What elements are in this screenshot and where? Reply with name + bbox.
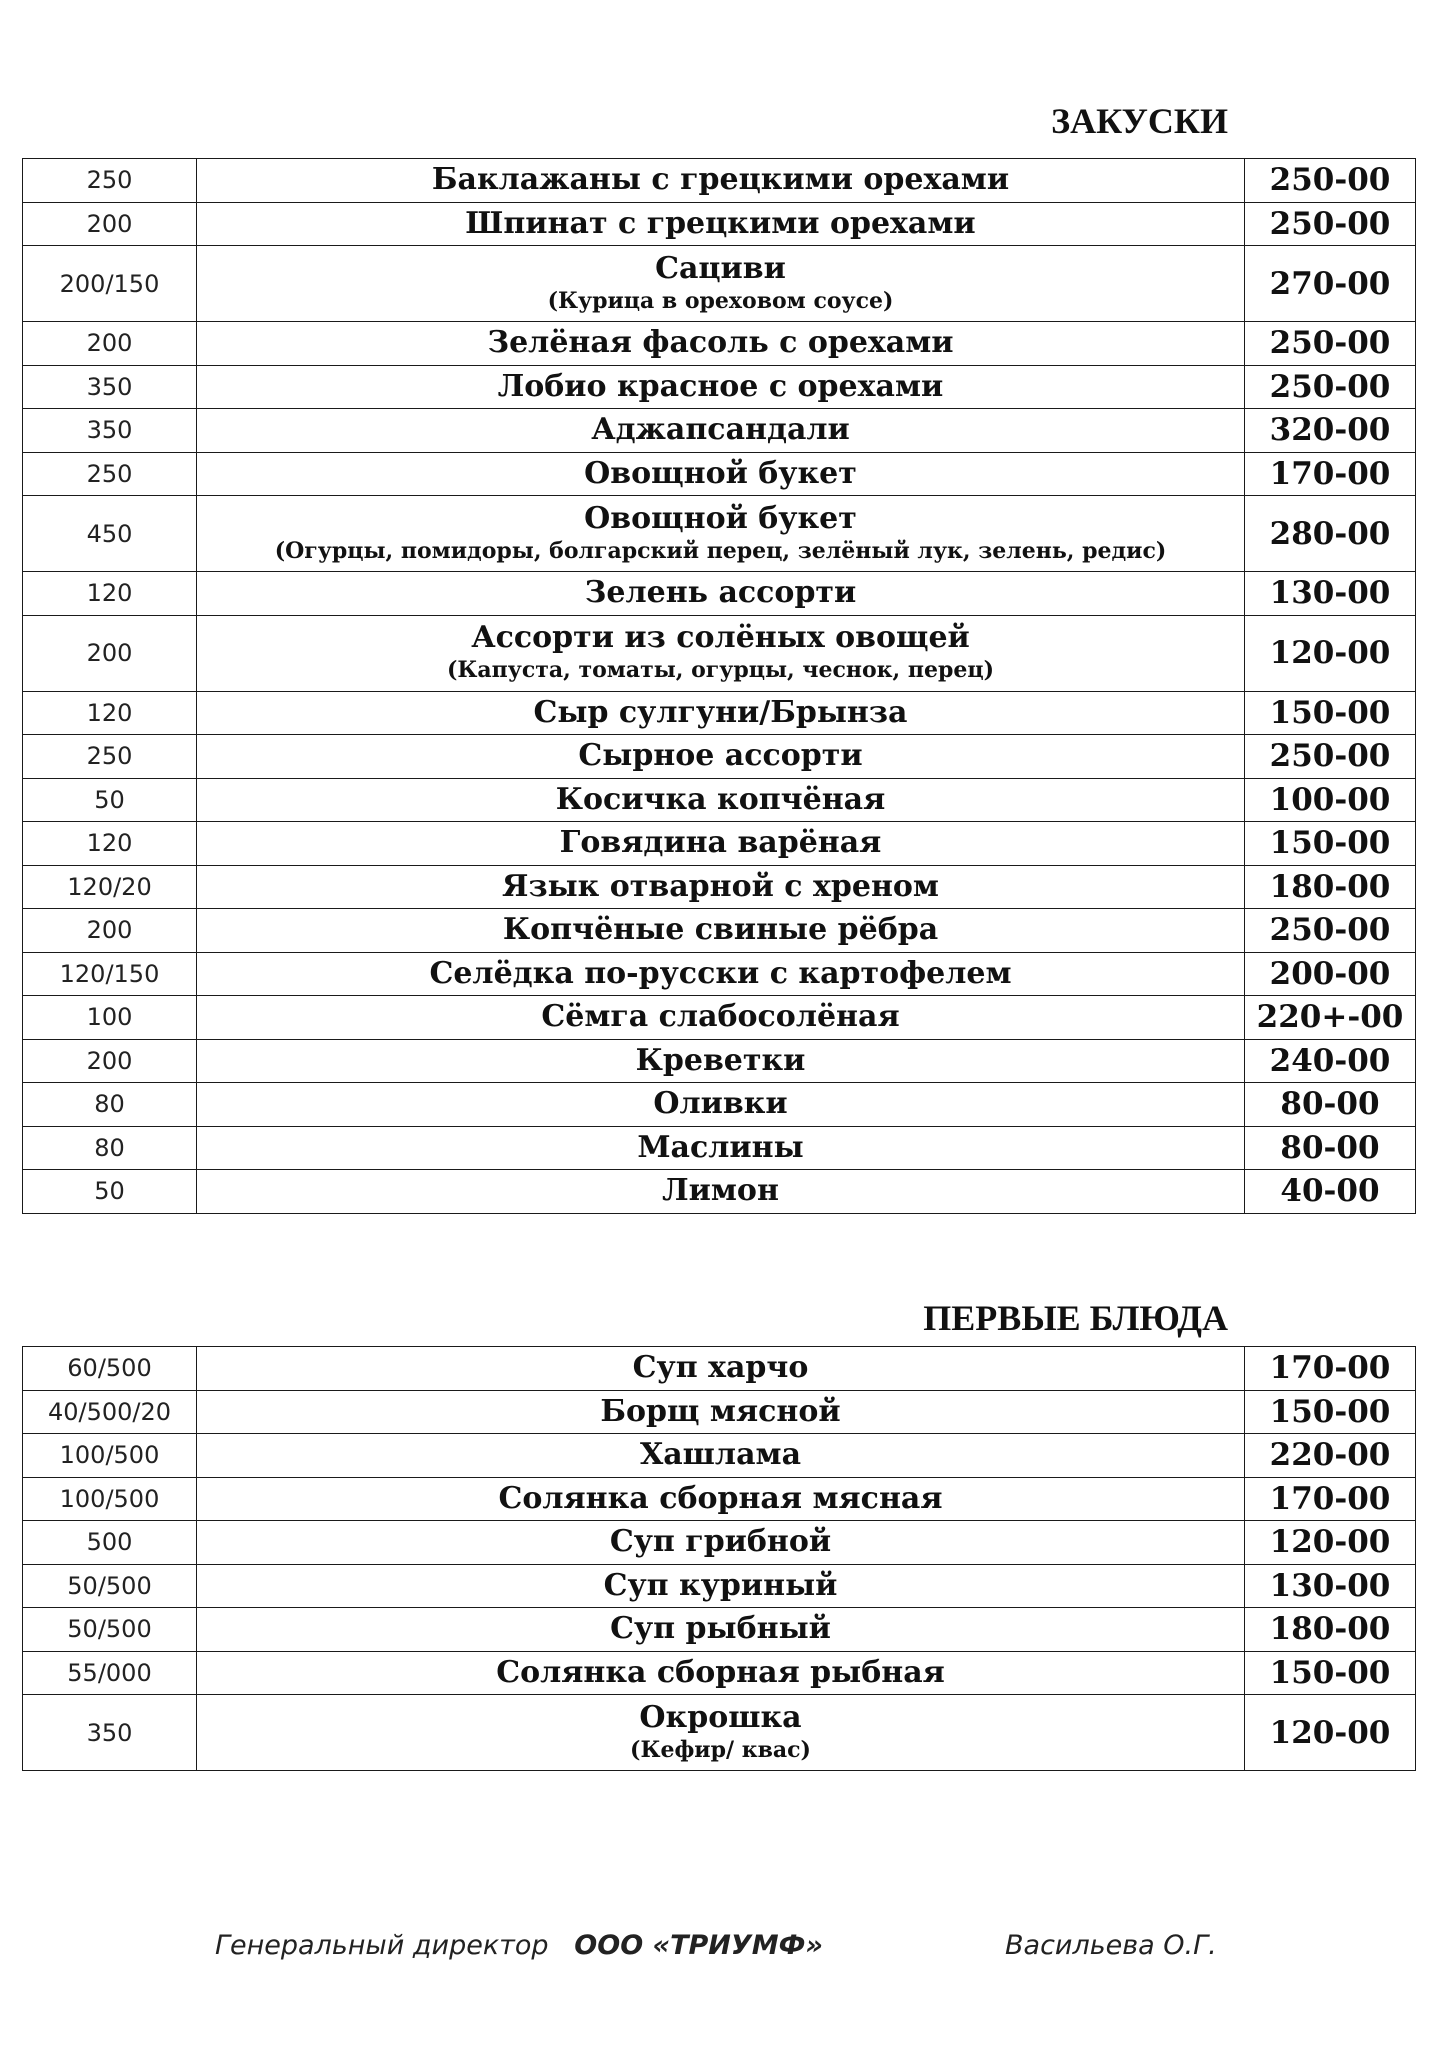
portion-weight: 250: [23, 735, 197, 779]
dish-note: (Курица в ореховом соусе): [547, 287, 894, 314]
menu-row: [23, 1039, 1416, 1083]
dish-cell: [197, 1695, 1245, 1771]
dish-name: Солянка сборная рыбная: [496, 1654, 945, 1690]
menu-row: [23, 615, 1416, 691]
dish-price: 200-00: [1245, 952, 1416, 996]
dish-price: 80-00: [1245, 1126, 1416, 1170]
dish-name: Креветки: [635, 1042, 806, 1078]
portion-weight: 50: [23, 1170, 197, 1214]
portion-weight: 450: [23, 496, 197, 572]
dish-name: Баклажаны с грецкими орехами: [431, 162, 1010, 198]
first-courses-table: [22, 1346, 1416, 1771]
dish-cell: [197, 1434, 1245, 1478]
dish-price: 250-00: [1245, 735, 1416, 779]
dish-cell: [197, 246, 1245, 322]
dish-price: 170-00: [1245, 1347, 1416, 1391]
portion-weight: 50/500: [23, 1608, 197, 1652]
dish-name: Солянка сборная мясная: [498, 1480, 943, 1516]
dish-price: 250-00: [1245, 322, 1416, 366]
section-title-first-courses: ПЕРВЫЕ БЛЮДА: [923, 1298, 1228, 1338]
dish-name: Оливки: [653, 1086, 788, 1122]
portion-weight: 250: [23, 452, 197, 496]
dish-cell: [197, 1651, 1245, 1695]
dish-cell: [197, 822, 1245, 866]
dish-cell: [197, 1083, 1245, 1127]
portion-weight: 120/150: [23, 952, 197, 996]
portion-weight: 100/500: [23, 1477, 197, 1521]
dish-note: (Огурцы, помидоры, болгарский перец, зелёный лук, зелень, редис): [274, 537, 1167, 564]
portion-weight: 120: [23, 691, 197, 735]
dish-name: Суп рыбный: [610, 1611, 831, 1647]
portion-weight: 100: [23, 996, 197, 1040]
dish-name: Аджапсандали: [591, 412, 850, 448]
dish-price: 120-00: [1245, 615, 1416, 691]
menu-row: [23, 865, 1416, 909]
dish-price: 40-00: [1245, 1170, 1416, 1214]
dish-price: 270-00: [1245, 246, 1416, 322]
dish-price: 240-00: [1245, 1039, 1416, 1083]
dish-price: 250-00: [1245, 909, 1416, 953]
dish-name: Овощной букет: [584, 455, 857, 491]
menu-row: [23, 691, 1416, 735]
dish-price: 250-00: [1245, 202, 1416, 246]
dish-name: Зелёная фасоль с орехами: [487, 325, 954, 361]
portion-weight: 120: [23, 822, 197, 866]
menu-row: [23, 1390, 1416, 1434]
dish-price: 120-00: [1245, 1521, 1416, 1565]
portion-weight: 55/000: [23, 1651, 197, 1695]
menu-row: [23, 1695, 1416, 1771]
dish-price: 130-00: [1245, 1564, 1416, 1608]
portion-weight: 350: [23, 1695, 197, 1771]
portion-weight: 500: [23, 1521, 197, 1565]
footer-position: Генеральный директор: [215, 1930, 549, 1961]
menu-row: [23, 1083, 1416, 1127]
portion-weight: 40/500/20: [23, 1390, 197, 1434]
portion-weight: 80: [23, 1126, 197, 1170]
dish-name: Шпинат с грецкими орехами: [465, 205, 976, 241]
menu-row: [23, 1651, 1416, 1695]
dish-name: Суп куриный: [603, 1567, 838, 1603]
menu-row: [23, 996, 1416, 1040]
dish-cell: [197, 409, 1245, 453]
dish-price: 150-00: [1245, 822, 1416, 866]
menu-row: [23, 496, 1416, 572]
dish-cell: [197, 735, 1245, 779]
dish-name: Сырное ассорти: [578, 738, 863, 774]
dish-cell: [197, 909, 1245, 953]
appetizers-table: [22, 158, 1416, 1214]
portion-weight: 200: [23, 909, 197, 953]
dish-price: 80-00: [1245, 1083, 1416, 1127]
dish-name: Косичка копчёная: [555, 781, 886, 817]
menu-row: [23, 452, 1416, 496]
dish-name: Суп грибной: [609, 1524, 832, 1560]
dish-cell: [197, 202, 1245, 246]
menu-row: [23, 246, 1416, 322]
menu-row: [23, 1477, 1416, 1521]
menu-row: [23, 322, 1416, 366]
dish-name: Овощной букет: [584, 500, 857, 536]
dish-name: Язык отварной с хреном: [502, 868, 939, 904]
dish-name: Маслины: [637, 1129, 804, 1165]
dish-price: 150-00: [1245, 1651, 1416, 1695]
dish-price: 250-00: [1245, 159, 1416, 203]
portion-weight: 200: [23, 1039, 197, 1083]
dish-note: (Капуста, томаты, огурцы, чеснок, перец): [446, 657, 994, 683]
dish-name: Хашлама: [639, 1437, 802, 1473]
portion-weight: 100/500: [23, 1434, 197, 1478]
menu-row: [23, 1564, 1416, 1608]
menu-row: [23, 1170, 1416, 1214]
footer-signature-line: [215, 1930, 823, 1961]
dish-price: 220+-00: [1245, 996, 1416, 1040]
dish-cell: [197, 1564, 1245, 1608]
dish-cell: [197, 996, 1245, 1040]
dish-price: 150-00: [1245, 691, 1416, 735]
dish-price: 130-00: [1245, 572, 1416, 616]
dish-name: Лобио красное с орехами: [497, 368, 944, 404]
menu-row: [23, 778, 1416, 822]
portion-weight: 50/500: [23, 1564, 197, 1608]
dish-name: Копчёные свиные рёбра: [502, 912, 939, 948]
dish-price: 180-00: [1245, 865, 1416, 909]
portion-weight: 120/20: [23, 865, 197, 909]
dish-cell: [197, 1477, 1245, 1521]
dish-cell: [197, 452, 1245, 496]
dish-cell: [197, 1390, 1245, 1434]
menu-row: [23, 1126, 1416, 1170]
dish-name: Сациви: [655, 250, 786, 286]
dish-cell: [197, 322, 1245, 366]
dish-cell: [197, 1170, 1245, 1214]
dish-cell: [197, 496, 1245, 572]
portion-weight: 80: [23, 1083, 197, 1127]
dish-price: 170-00: [1245, 452, 1416, 496]
menu-row: [23, 1521, 1416, 1565]
dish-price: 280-00: [1245, 496, 1416, 572]
dish-name: Ассорти из солёных овощей: [471, 620, 970, 655]
dish-cell: [197, 1347, 1245, 1391]
dish-name: Лимон: [662, 1173, 779, 1209]
dish-name: Селёдка по-русски с картофелем: [429, 955, 1012, 991]
dish-name: Борщ мясной: [600, 1393, 841, 1429]
dish-cell: [197, 1126, 1245, 1170]
portion-weight: 50: [23, 778, 197, 822]
dish-name: Сыр сулгуни/Брынза: [533, 694, 908, 730]
dish-cell: [197, 572, 1245, 616]
footer-signatory: Васильева О.Г.: [1005, 1930, 1217, 1961]
dish-price: 220-00: [1245, 1434, 1416, 1478]
menu-row: [23, 409, 1416, 453]
menu-row: [23, 952, 1416, 996]
portion-weight: 350: [23, 365, 197, 409]
dish-name: Зелень ассорти: [584, 575, 857, 611]
portion-weight: 200: [23, 202, 197, 246]
footer-company: ООО «ТРИУМФ»: [574, 1930, 823, 1961]
dish-price: 150-00: [1245, 1390, 1416, 1434]
menu-row: [23, 1347, 1416, 1391]
dish-cell: [197, 365, 1245, 409]
dish-cell: [197, 1608, 1245, 1652]
portion-weight: 350: [23, 409, 197, 453]
dish-cell: [197, 1521, 1245, 1565]
dish-note: (Кефир/ квас): [630, 1736, 811, 1763]
dish-price: 250-00: [1245, 365, 1416, 409]
dish-price: 180-00: [1245, 1608, 1416, 1652]
dish-name: Окрошка: [639, 1699, 802, 1735]
dish-name: Сёмга слабосолёная: [541, 999, 900, 1035]
dish-cell: [197, 865, 1245, 909]
menu-row: [23, 365, 1416, 409]
portion-weight: 200: [23, 615, 197, 691]
menu-row: [23, 1434, 1416, 1478]
dish-cell: [197, 778, 1245, 822]
section-title-appetizers: ЗАКУСКИ: [1051, 101, 1228, 141]
dish-name: Говядина варёная: [559, 825, 882, 861]
dish-cell: [197, 952, 1245, 996]
portion-weight: 200: [23, 322, 197, 366]
dish-cell: [197, 615, 1245, 691]
portion-weight: 60/500: [23, 1347, 197, 1391]
menu-row: [23, 822, 1416, 866]
menu-row: [23, 159, 1416, 203]
dish-price: 100-00: [1245, 778, 1416, 822]
dish-cell: [197, 691, 1245, 735]
menu-row: [23, 909, 1416, 953]
dish-price: 170-00: [1245, 1477, 1416, 1521]
menu-row: [23, 572, 1416, 616]
menu-row: [23, 1608, 1416, 1652]
portion-weight: 120: [23, 572, 197, 616]
menu-row: [23, 202, 1416, 246]
dish-price: 120-00: [1245, 1695, 1416, 1771]
dish-cell: [197, 1039, 1245, 1083]
portion-weight: 200/150: [23, 246, 197, 322]
dish-cell: [197, 159, 1245, 203]
dish-price: 320-00: [1245, 409, 1416, 453]
dish-name: Суп харчо: [632, 1350, 809, 1386]
portion-weight: 250: [23, 159, 197, 203]
menu-row: [23, 735, 1416, 779]
